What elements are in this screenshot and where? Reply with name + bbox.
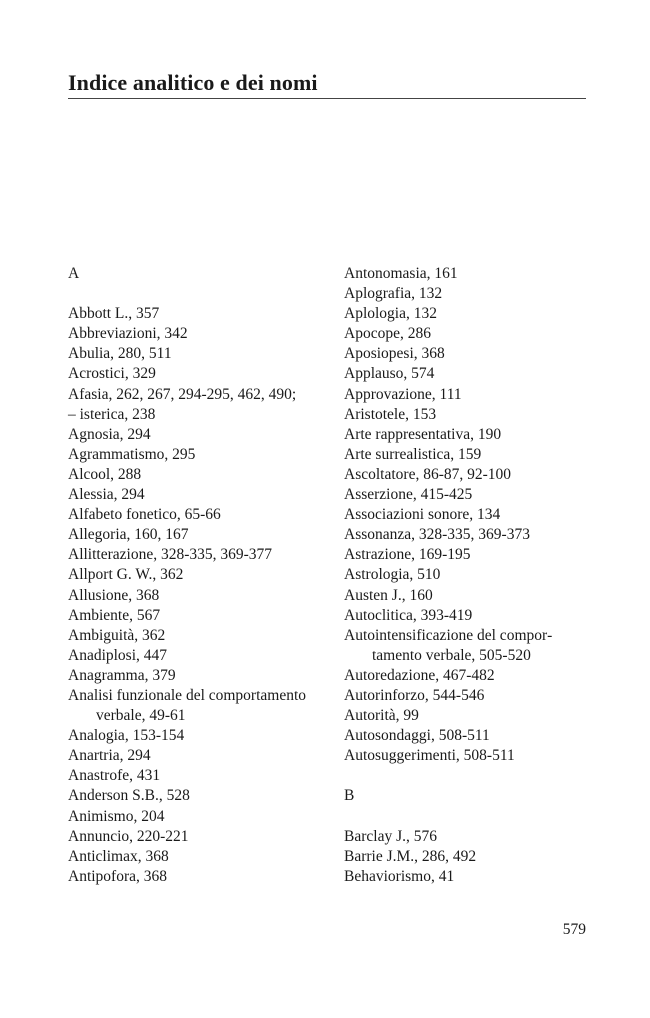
section-spacer [344, 807, 594, 827]
index-entry: Anartria, 294 [68, 747, 151, 765]
index-entry: Abulia, 280, 511 [68, 345, 172, 363]
index-entry: – isterica, 238 [68, 405, 156, 423]
index-entry: Arte surrealistica, 159 [344, 445, 482, 463]
index-entry: Aplografia, 132 [344, 285, 443, 303]
section-spacer [68, 284, 318, 304]
index-entry: Agrammatismo, 295 [68, 445, 196, 463]
index-entry: Assonanza, 328-335, 369-373 [344, 526, 530, 544]
index-column-left [68, 264, 318, 887]
index-entry: Behaviorismo, 41 [344, 867, 455, 885]
index-entry: Anadiplosi, 447 [68, 646, 168, 664]
index-entry: Associazioni sonore, 134 [344, 506, 501, 524]
index-entry: Apocope, 286 [344, 325, 431, 343]
index-entry: Antonomasia, 161 [344, 265, 458, 282]
index-entry: Aplologia, 132 [344, 305, 437, 323]
index-entry: Autosondaggi, 508-511 [344, 727, 490, 745]
index-entry: Abbott L., 357 [68, 305, 160, 323]
index-entry: Afasia, 262, 267, 294-295, 462, 490; [68, 385, 297, 403]
index-entry: Autorinforzo, 544-546 [344, 686, 485, 704]
index-entry: Ambiguità, 362 [68, 626, 166, 644]
index-entry: Animismo, 204 [68, 807, 165, 825]
index-entry: Alessia, 294 [68, 486, 145, 504]
index-entry: Anderson S.B., 528 [68, 787, 190, 805]
index-entry: Allport G. W., 362 [68, 566, 184, 584]
index-entry: Arte rappresentativa, 190 [344, 425, 502, 443]
index-entries-a-left [68, 304, 318, 887]
title-divider [68, 98, 586, 99]
index-entry: Autorità, 99 [344, 707, 419, 725]
index-entry: Autointensificazione del comportamento verbale, 505-520 [344, 626, 553, 664]
index-entry: Approvazione, 111 [344, 385, 462, 403]
index-entry: Aposiopesi, 368 [344, 345, 445, 363]
index-entry: Austen J., 160 [344, 586, 433, 604]
index-entry: Antipofora, 368 [68, 867, 168, 885]
index-entries-b [344, 827, 594, 887]
index-entry: Anastrofe, 431 [68, 767, 161, 785]
section-letter-b: B [344, 787, 355, 805]
section-letter-a: A [68, 265, 80, 282]
index-entry: Ascoltatore, 86-87, 92-100 [344, 465, 512, 483]
index-entry: Ambiente, 567 [68, 606, 161, 624]
index-entry: Barclay J., 576 [344, 827, 437, 845]
index-entry: Applauso, 574 [344, 365, 435, 383]
index-entry: Allusione, 368 [68, 586, 160, 604]
index-entry: Analisi funzionale del comportamento verbale, 49-61 [68, 686, 307, 725]
index-column-right [344, 264, 594, 887]
index-entry: Astrologia, 510 [344, 566, 441, 584]
index-entry: Annuncio, 220-221 [68, 827, 189, 845]
index-entry: Barrie J.M., 286, 492 [344, 847, 477, 865]
index-entry: Alcool, 288 [68, 465, 142, 483]
index-entry: Abbreviazioni, 342 [68, 325, 188, 343]
index-entry: Agnosia, 294 [68, 425, 151, 443]
index-entry: Allegoria, 160, 167 [68, 526, 189, 544]
index-entry: Anticlimax, 368 [68, 847, 169, 865]
index-entry: Analogia, 153-154 [68, 727, 185, 745]
index-entry: Anagramma, 379 [68, 666, 176, 684]
index-entry: Acrostici, 329 [68, 365, 156, 383]
index-entry: Allitterazione, 328-335, 369-377 [68, 546, 273, 564]
index-entry: Alfabeto fonetico, 65-66 [68, 506, 221, 524]
index-entry: Asserzione, 415-425 [344, 486, 473, 504]
section-spacer [344, 766, 594, 786]
index-entry: Autoredazione, 467-482 [344, 666, 495, 684]
page-title: Indice analitico e dei nomi [68, 70, 318, 95]
index-entries-a-right [344, 264, 594, 766]
index-entry: Autoclitica, 393-419 [344, 606, 473, 624]
index-entry: Aristotele, 153 [344, 405, 437, 423]
page-number: 579 [562, 921, 586, 938]
index-entry: Astrazione, 169-195 [344, 546, 471, 564]
index-entry: Autosuggerimenti, 508-511 [344, 747, 515, 765]
